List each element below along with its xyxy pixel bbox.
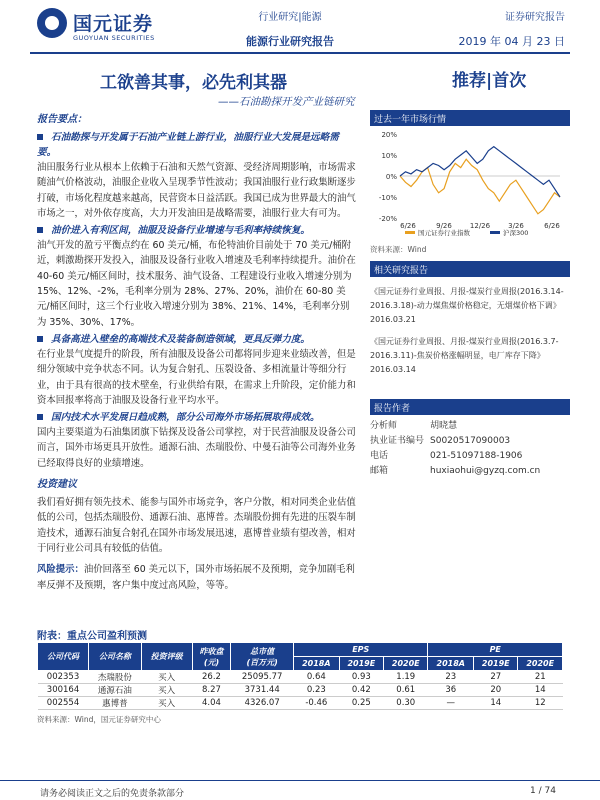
legend-swatch — [405, 231, 415, 234]
author-row: 电话 021-51097188-1906 — [370, 451, 523, 461]
paragraph: 在行业景气度提升的阶段，所有油服及设备公司都将同步迎来业绩改善，但是细分领域中竞争状态不同。认为复合射孔、压裂设备、多相流量计等细分行业，由于具有很高的技术壁垒，行业供给有限，在需求上升阶段，定价能力和资本回报率将高于油服及设备行业平均水平。 — [37, 348, 356, 406]
bullet-point: 油价进入有利区间，油服及设备行业增速与毛利率持续恢复。 — [37, 223, 357, 238]
risk-note: 风险提示：油价回落至 60 美元以下，国外市场拓展不及预期，竞争加剧毛利率反弹不及预期，客户集中度过高风险，等等。 — [37, 564, 355, 591]
bullet-square-icon — [37, 227, 43, 233]
bullet-point: 石油勘探与开发属于石油产业链上游行业，油服行业大发展是远略需要。 — [37, 132, 339, 158]
logo-mark-icon — [37, 8, 67, 38]
table-row: 002554 惠博普 买入 4.04 4326.07 -0.46 0.25 0.30 — 14 12 — [38, 697, 563, 710]
company-logo — [37, 8, 207, 48]
rating-badge: 推荐|首次 — [452, 71, 527, 91]
sidebar — [370, 110, 570, 479]
logo-text-en: GUOYUAN SECURITIES — [73, 34, 155, 42]
invest-heading: 投资建议 — [37, 479, 77, 491]
series-line — [400, 159, 560, 214]
page-subtitle: ——石油勘探开发产业链研究 — [218, 96, 355, 108]
paragraph: 油气开发的盈亏平衡点约在 60 美元/桶，布伦特油价目前处于 70 美元/桶附近，刺激勘探开发投入，油服及设备行业收入增速及毛利率持续提升。油价在 40-60 美元/桶区间时，技术服务、油气设备、工程建设行业收入增速分别为 15%、12%、-2%，毛利率分别为 28%、27%、20%，油价在 60-80 美元/桶区间时，这三个行业收入增速分别为 38%、21%、14%，毛利率分别为 35%、30%、17%。 — [37, 240, 356, 328]
header-divider — [30, 52, 570, 54]
chart-svg — [370, 126, 570, 238]
author-heading: 报告作者 — [370, 399, 570, 415]
logo-text-cn: 国元证券 — [73, 13, 154, 35]
bullet-point: 具备高进入壁垒的高端技术及装备制造领域，更具反弹力度。 — [37, 332, 357, 347]
page-number: 1 / 74 — [530, 786, 556, 796]
appendix-source: 资料来源：Wind，国元证券研究中心 — [37, 715, 161, 724]
market-chart — [370, 126, 570, 238]
th-price: 昨收盘 (元) — [192, 643, 231, 671]
footer-divider — [0, 780, 600, 781]
th-year: 2019E — [339, 657, 383, 671]
paragraph: 油田服务行业从根本上依赖于石油和天然气资源、受经济周期影响，市场需求随油气价格波动，油服企业收入呈现季节性波动；我国油服行业行政集断逐步打破，市场化程度越来越高，民营资本日益活跃。我国已成为世界最大的油气市场之一，对外依存度高，大力开发油田是战略需要，油服行业大有可为。 — [37, 162, 356, 219]
th-eps: EPS — [294, 643, 428, 657]
author-row: 执业证书编号 S0020517090003 — [370, 436, 511, 446]
report-type: 证券研究报告 — [505, 12, 565, 23]
paragraph: 国内主要渠道为石油集团旗下钻探及设备公司掌控，对于民营油服及设备公司而言，国外市场更具开放性。通源石油、杰瑞股份、中曼石油等公司海外业务已经取得良好的业绩增速。 — [37, 427, 356, 469]
bullet-square-icon — [37, 134, 43, 140]
th-pe: PE — [428, 643, 563, 657]
th-name: 公司名称 — [89, 643, 142, 671]
bullet-point: 国内技术水平发展日趋成熟，部分公司海外市场拓展取得成效。 — [37, 410, 357, 425]
disclaimer-note: 请务必阅读正文之后的免责条款部分 — [40, 789, 185, 799]
x-tick-label: 6/26 — [400, 222, 416, 230]
report-series-title: 能源行业研究报告 — [246, 35, 334, 48]
related-report: 《国元证券行业周报、月报-煤炭行业周报(2016.3.14-2016.3.18)-动力煤焦煤价格稳定，无烟煤价格下调》2016.03.21 — [370, 287, 564, 324]
report-date: 2019 年 04 月 23 日 — [458, 35, 565, 48]
y-tick-label: -20% — [378, 215, 397, 223]
paragraph: 我们看好拥有领先技术、能参与国外市场竞争，客户分散，相对同类企业估值低的公司，包括杰瑞股份、通源石油、惠博普。杰瑞股份拥有先进的压裂车制造技术，通源石油复合射孔在国外市场发展迅速，惠博普业绩有望改善，相对于同行业公司具有较低的估值。 — [37, 497, 356, 554]
legend-label: 国元证券行业指数 — [418, 229, 470, 237]
bullet-square-icon — [37, 414, 43, 420]
forecast-table — [37, 642, 563, 710]
x-tick-label: 12/26 — [469, 222, 491, 230]
page-title: 工欲善其事，必先利其器 — [100, 73, 287, 93]
th-rating: 投资评级 — [141, 643, 192, 671]
legend-label: 沪深300 — [503, 229, 529, 237]
author-row: 邮箱 huxiaohui@gyzq.com.cn — [370, 466, 541, 476]
chart-source: 资料来源：Wind — [370, 245, 427, 254]
y-tick-label: -10% — [378, 194, 397, 202]
report-category: 行业研究|能源 — [258, 12, 322, 23]
chart-heading: 过去一年市场行情 — [370, 110, 570, 126]
y-tick-label: 10% — [381, 152, 397, 160]
page-header — [0, 0, 600, 52]
summary-heading: 报告要点： — [37, 114, 87, 125]
th-year: 2018A — [428, 657, 474, 671]
x-tick-label: 9/26 — [436, 222, 452, 230]
related-heading: 相关研究报告 — [370, 261, 570, 277]
series-line — [400, 147, 560, 197]
table-row: 300164 通源石油 买入 8.27 3731.44 0.23 0.42 0.61 36 20 14 — [38, 684, 563, 697]
th-year: 2018A — [294, 657, 340, 671]
summary-column — [37, 110, 357, 595]
x-tick-label: 6/26 — [544, 222, 560, 230]
page-footer — [0, 780, 600, 800]
author-row: 分析师 胡晓慧 — [370, 421, 458, 431]
x-tick-label: 3/26 — [508, 222, 524, 230]
y-tick-label: 20% — [381, 131, 397, 139]
legend-swatch — [490, 231, 500, 234]
related-report: 《国元证券行业周报、月报-煤炭行业周报(2016.3.7-2016.3.11)-焦炭价格涨幅明显，电厂库存下降》2016.03.14 — [370, 337, 559, 374]
appendix-title: 附表：重点公司盈利预测 — [37, 631, 147, 642]
th-year: 2019E — [474, 657, 518, 671]
bullet-square-icon — [37, 336, 43, 342]
y-tick-label: 0% — [385, 173, 397, 181]
table-row: 002353 杰瑞股份 买入 26.2 25095.77 0.64 0.93 1.19 23 27 21 — [38, 671, 563, 684]
th-year: 2020E — [384, 657, 428, 671]
th-cap: 总市值 (百万元) — [231, 643, 294, 671]
th-code: 公司代码 — [38, 643, 89, 671]
th-year: 2020E — [518, 657, 563, 671]
